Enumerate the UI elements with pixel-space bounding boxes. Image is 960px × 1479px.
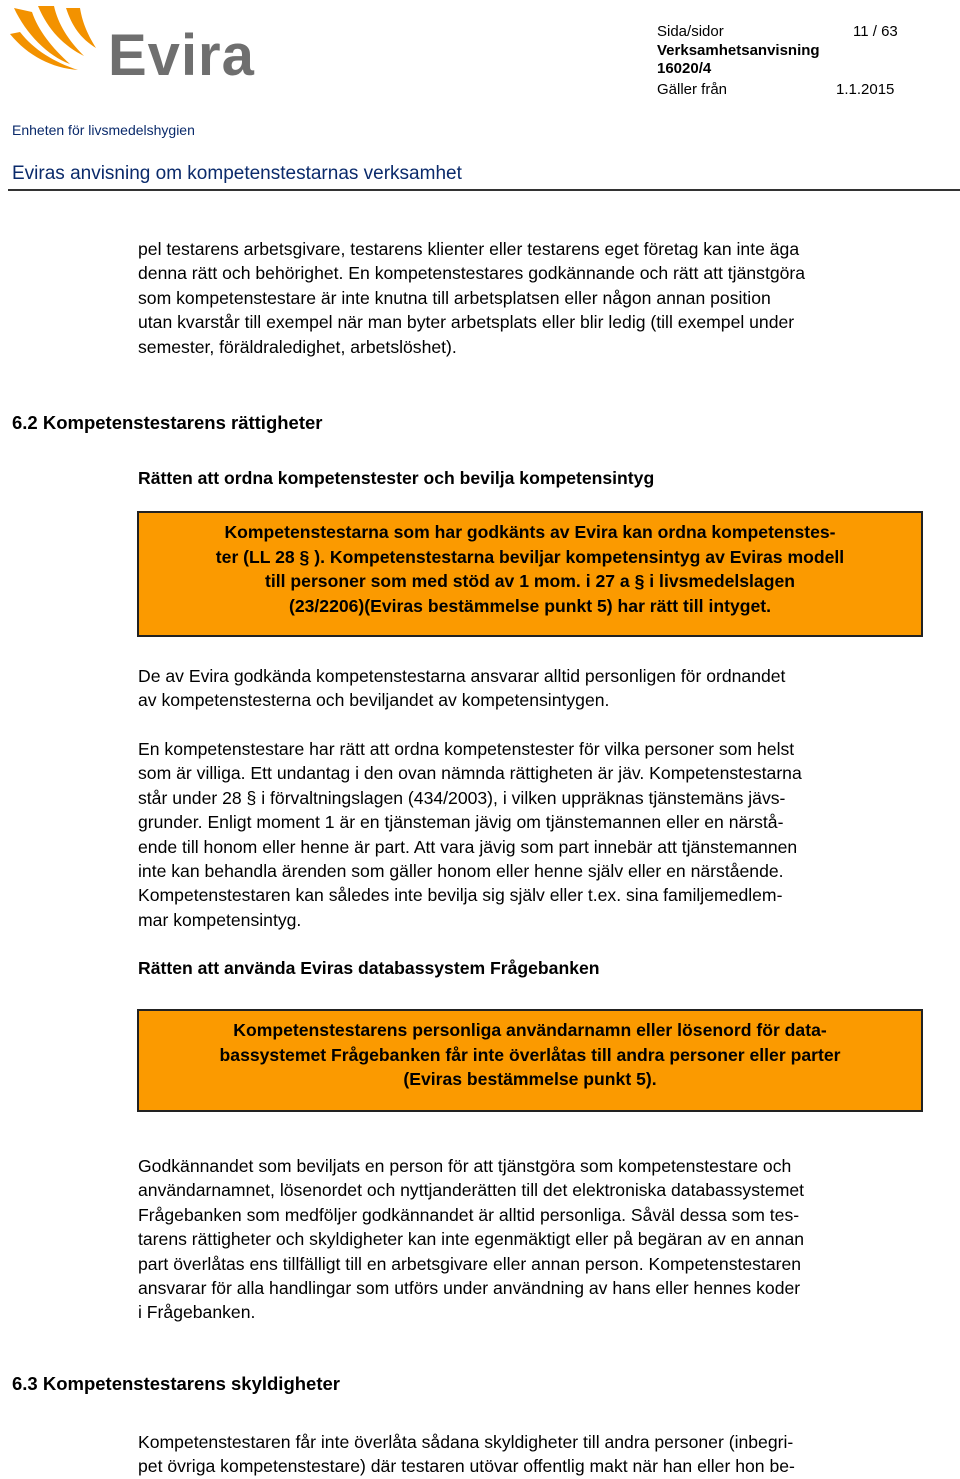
text-line: pel testarens arbetsgivare, testarens klienter eller testarens eget företag kan inte äga [138, 239, 800, 259]
box-line: Kompetenstestarna som har godkänts av Evira kan ordna kompetenstes- [224, 522, 836, 542]
text-line: Kompetenstestaren får inte överlåta sådana skyldigheter till andra personer (inbegri- [138, 1432, 794, 1452]
paragraph-personal [138, 1154, 946, 1325]
text-line: ende till honom eller henne är part. Att vara jävig som part innebär att tjänstemannen [138, 836, 798, 857]
text-line: En kompetenstestare har rätt att ordna kompetenstester för vilka personer som helst [138, 739, 795, 759]
regulation-box-2 [137, 1009, 923, 1112]
text-line: användarnamnet, lösenordet och nyttjanderätten till det elektroniska databassystemet [138, 1180, 805, 1201]
text-line: denna rätt och behörighet. En kompetenstestares godkännande och rätt att tjänstgöra [138, 263, 806, 284]
doc-type: Verksamhetsanvisning [657, 42, 820, 59]
text-line: part överlåtas ens tillfälligt till en arbetsgivare eller annan person. Kompetenstestaren [138, 1253, 802, 1274]
wheat-icon [8, 4, 113, 84]
subheading-database: Rätten att använda Eviras databassystem Frågebanken [138, 958, 600, 978]
text-line: som är villiga. Ett undantag i den ovan nämnda rättigheten är jäv. Kompetenstestarna [138, 763, 802, 784]
box-line: till personer som med stöd av 1 mom. i 27 a § i livsmedelslagen [265, 571, 795, 591]
text-line: tarens rättigheter och skyldigheter kan inte egenmäktigt eller på begäran av en annan [138, 1229, 805, 1250]
text-line: pet övriga kompetenstestare) där testaren utövar offentlig makt när han eller hon be- [138, 1456, 795, 1477]
logo-text: Evira [108, 23, 255, 88]
valid-label: Gäller från [657, 81, 728, 98]
text-line: inte kan behandla ärenden som gäller honom eller henne själv eller en närstående. [138, 861, 784, 882]
box-line: ter (LL 28 § ). Kompetenstestarna beviljar kompetensintyg av Eviras modell [215, 546, 845, 567]
box-line: (23/2206)(Eviras bestämmelse punkt 5) har rätt till intyget. [288, 595, 772, 616]
valid-value: 1.1.2015 [836, 81, 895, 98]
text-line: Godkännandet som beviljats en person för att tjänstgöra som kompetenstestare och [138, 1156, 792, 1176]
paragraph-responsibility [138, 664, 946, 713]
unit-name: Enheten för livsmedelshygien [12, 122, 195, 138]
text-line: som kompetenstestare är inte knutna till arbetsplatsen eller någon annan position [138, 287, 771, 308]
text-line: grunder. Enligt moment 1 är en tjänsteman jävig om tjänstemannen eller en närstå- [138, 812, 784, 833]
text-line: ansvarar för alla handlingar som utförs under användning av hans eller hennes koder [138, 1278, 801, 1299]
box-line: bassystemet Frågebanken får inte överlåtas till andra personer eller parter [219, 1044, 841, 1065]
doc-title: Eviras anvisning om kompetenstestarnas verksamhet [12, 163, 462, 184]
intro-paragraph [138, 237, 946, 359]
section-heading-6-3: 6.3 Kompetenstestarens skyldigheter [12, 1373, 340, 1394]
section-heading-6-2: 6.2 Kompetenstestarens rättigheter [12, 412, 323, 433]
paragraph-duties [138, 1430, 946, 1479]
text-line: står under 28 § i förvaltningslagen (434/2003), i vilken uppräknas tjänstemäns jävs- [138, 787, 786, 808]
text-line: De av Evira godkända kompetenstestarna ansvarar alltid personligen för ordnandet [138, 666, 786, 686]
page-label: Sida/sidor [657, 23, 724, 40]
text-line: i Frågebanken. [138, 1302, 256, 1323]
text-line: Kompetenstestaren kan således inte bevilja sig själv eller t.ex. sina familjemedlem- [138, 885, 783, 906]
text-line: utan kvarstår till exempel när man byter arbetsplats eller blir ledig (till exempel under [138, 312, 795, 333]
page-value: 11 / 63 [853, 23, 898, 40]
text-line: semester, föräldraledighet, arbetslöshet). [138, 336, 457, 357]
box-line: Kompetenstestarens personliga användarnamn eller lösenord för data- [233, 1020, 827, 1040]
subheading-tests: Rätten att ordna kompetenstester och bevilja kompetensintyg [138, 468, 655, 488]
doc-number: 16020/4 [657, 60, 712, 77]
text-line: Frågebanken som medföljer godkännandet är alltid personliga. Såväl dessa som tes- [138, 1204, 800, 1225]
text-line: av kompetenstesterna och beviljandet av kompetensintygen. [138, 690, 610, 711]
header-divider [8, 189, 960, 191]
regulation-box-1 [137, 511, 923, 637]
text-line: mar kompetensintyg. [138, 909, 302, 930]
paragraph-jav [138, 737, 946, 932]
box-line: (Eviras bestämmelse punkt 5). [403, 1069, 657, 1089]
